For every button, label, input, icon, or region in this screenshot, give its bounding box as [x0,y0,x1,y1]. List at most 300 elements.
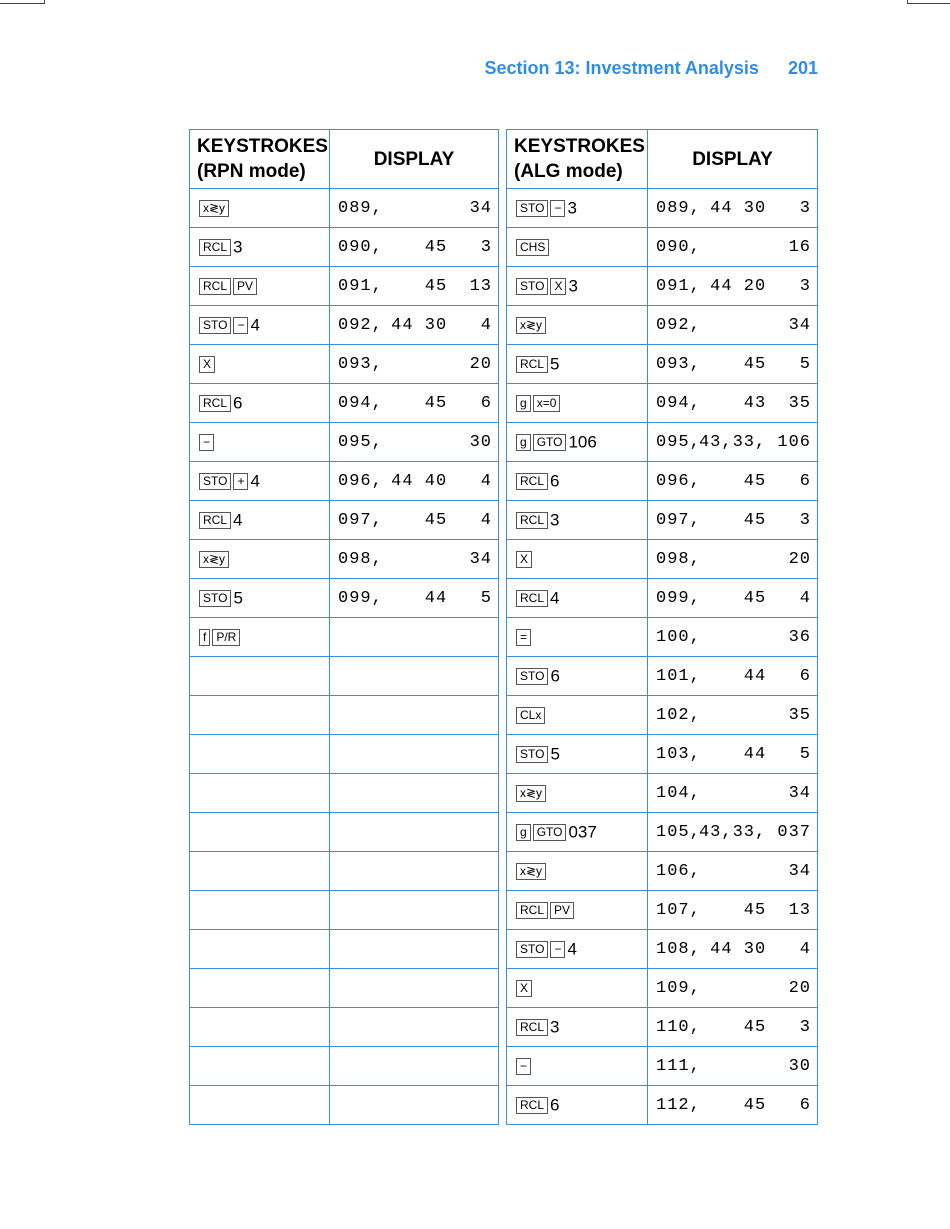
keystroke-digit: 037 [568,822,597,842]
table-row [507,852,818,891]
calculator-key: P/R [212,629,240,646]
display-value [338,199,492,217]
display-cell [648,345,818,384]
keystroke-cell [190,618,330,657]
empty-keystroke-cell [190,852,330,891]
empty-display-cell [330,969,499,1008]
display-code: 20 [788,979,811,998]
keystroke-digit: 106 [568,432,597,452]
calculator-key: RCL [516,1019,548,1036]
table-row [507,1047,818,1086]
display-cell [648,384,818,423]
empty-display-cell [330,930,499,969]
calculator-key: RCL [199,239,231,256]
display-code: 44 5 [424,589,492,608]
display-value [656,1057,811,1075]
keystroke-digit: 5 [550,744,560,764]
display-code: 34 [469,550,492,569]
keystroke-cell [507,1047,648,1086]
table-row [190,189,499,228]
empty-display-cell [330,1008,499,1047]
calculator-key: + [233,473,248,490]
keystroke-cell [507,618,648,657]
table-header-row [190,130,499,189]
display-value [338,628,492,646]
display-step: 099, [656,589,701,608]
keystrokes-header [190,130,330,189]
calculator-key: PV [233,278,257,295]
table-row [190,462,499,501]
empty-row [190,1086,499,1125]
display-value [656,199,811,217]
display-code: 45 6 [743,472,811,491]
page-header [485,58,819,79]
keystroke-cell [190,540,330,579]
display-step: 097, [656,511,701,530]
calculator-key: RCL [516,512,548,529]
display-value [338,589,492,607]
table-row [507,696,818,735]
keystroke-cell [507,969,648,1008]
keystroke-cell [190,345,330,384]
section-title: Section 13: Investment Analysis [484,58,759,78]
table-row [190,345,499,384]
display-step: 093, [338,355,383,374]
empty-display-cell [330,1086,499,1125]
table-row [507,969,818,1008]
calculator-key: X [516,980,532,997]
keystrokes-header-line1: KEYSTROKES [197,136,328,157]
calculator-key: x=0 [533,395,561,412]
display-step: 091, [656,277,701,296]
display-step: 109, [656,979,701,998]
display-cell [648,228,818,267]
keystroke-cell [507,345,648,384]
display-code: 20 [788,550,811,569]
empty-keystroke-cell [190,774,330,813]
display-code: 43 35 [743,394,811,413]
empty-keystroke-cell [190,1047,330,1086]
keystroke-cell [190,579,330,618]
display-value [656,355,811,373]
keystroke-cell [190,423,330,462]
empty-keystroke-cell [190,696,330,735]
calculator-key: STO [199,590,231,607]
table-row [190,579,499,618]
display-cell [330,618,499,657]
empty-row [190,657,499,696]
table-row [190,228,499,267]
empty-keystroke-cell [190,813,330,852]
display-step: 110, [656,1018,701,1037]
empty-keystroke-cell [190,657,330,696]
display-step: 101, [656,667,701,686]
table-row [507,774,818,813]
display-cell [648,423,818,462]
table-row [507,267,818,306]
display-code: 45 13 [424,277,492,296]
empty-row [190,813,499,852]
display-code: 34 [788,862,811,881]
calculator-key: − [199,434,214,451]
display-code: 44 30 3 [710,199,811,218]
display-code: 45 13 [743,901,811,920]
display-value [656,940,811,958]
calculator-key: CHS [516,239,549,256]
keystroke-digit: 3 [233,237,243,257]
empty-keystroke-cell [190,735,330,774]
table-row [507,501,818,540]
display-code: 34 [788,316,811,335]
table-row [507,891,818,930]
keystroke-cell [507,852,648,891]
display-value [656,745,811,763]
calculator-key: g [516,395,531,412]
keystroke-digit: 6 [550,1095,560,1115]
empty-keystroke-cell [190,891,330,930]
keystroke-cell [507,423,648,462]
display-step: 106, [656,862,701,881]
calculator-key: X [199,356,215,373]
keystrokes-header [507,130,648,189]
keystroke-cell [190,189,330,228]
keystroke-cell [507,891,648,930]
display-cell [648,462,818,501]
table-row [190,306,499,345]
display-step: 105, [656,823,701,842]
keystroke-cell [507,696,648,735]
table-row [507,579,818,618]
calculator-key: f [199,629,210,646]
display-cell [648,1047,818,1086]
keystroke-cell [507,1008,648,1047]
keystroke-cell [190,306,330,345]
calculator-key: x≷y [199,200,229,217]
table-row [507,735,818,774]
display-step: 090, [656,238,701,257]
display-value [338,355,492,373]
display-step: 090, [338,238,383,257]
display-value [656,667,811,685]
empty-display-cell [330,813,499,852]
display-cell [330,384,499,423]
display-code: 45 3 [743,1018,811,1037]
display-code: 45 3 [743,511,811,530]
table-row [190,618,499,657]
display-step: 089, [656,199,701,218]
calculator-key: − [233,317,248,334]
empty-row [190,696,499,735]
display-value [656,823,811,841]
display-cell [330,306,499,345]
keystroke-digit: 3 [568,276,578,296]
display-step: 097, [338,511,383,530]
display-value [338,433,492,451]
display-value [338,550,492,568]
display-code: 45 4 [743,589,811,608]
display-code: 44 40 4 [391,472,492,491]
display-step: 091, [338,277,383,296]
calculator-key: − [550,200,565,217]
calculator-key: − [516,1058,531,1075]
display-code: 45 6 [743,1096,811,1115]
display-cell [648,579,818,618]
calculator-key: RCL [199,278,231,295]
display-value [338,316,492,334]
display-step: 102, [656,706,701,725]
display-cell [330,540,499,579]
calculator-key: RCL [516,1097,548,1114]
calculator-key: x≷y [516,863,546,880]
calculator-key: g [516,824,531,841]
table-row [507,345,818,384]
empty-row [190,930,499,969]
table-row [507,228,818,267]
empty-row [190,735,499,774]
keystrokes-header-line1: KEYSTROKES [514,136,645,157]
display-cell [648,735,818,774]
display-step: 092, [656,316,701,335]
calculator-key: STO [516,200,548,217]
calculator-key: STO [516,941,548,958]
keystroke-digit: 3 [550,510,560,530]
keystroke-cell [507,189,648,228]
display-code: 36 [788,628,811,647]
keystroke-digit: 5 [550,354,560,374]
rpn-keystroke-table [189,129,499,1125]
empty-row [190,891,499,930]
keystroke-digit: 3 [567,198,577,218]
display-value [656,238,811,256]
keystroke-cell [507,774,648,813]
display-step: 096, [656,472,701,491]
table-row [507,1008,818,1047]
display-value [656,277,811,295]
keystroke-digit: 5 [233,588,243,608]
keystroke-cell [190,267,330,306]
calculator-key: PV [550,902,574,919]
keystroke-digit: 6 [550,666,560,686]
display-value [656,433,811,451]
display-step: 089, [338,199,383,218]
empty-row [190,774,499,813]
display-value [338,394,492,412]
table-row [507,813,818,852]
display-value [656,979,811,997]
table-row [507,462,818,501]
display-cell [648,618,818,657]
keystroke-cell [507,501,648,540]
display-value [656,784,811,802]
calculator-key: X [516,551,532,568]
display-step: 108, [656,940,701,959]
display-value [656,472,811,490]
table-row [507,618,818,657]
table-row [190,423,499,462]
calculator-key: RCL [199,512,231,529]
keystroke-cell [190,384,330,423]
display-cell [648,267,818,306]
calculator-key: STO [516,278,548,295]
display-step: 093, [656,355,701,374]
display-cell [330,345,499,384]
display-code: 45 5 [743,355,811,374]
empty-row [190,1008,499,1047]
keystroke-digit: 4 [567,939,577,959]
alg-keystroke-table [506,129,818,1125]
display-step: 092, [338,316,383,335]
empty-keystroke-cell [190,969,330,1008]
display-code: 44 20 3 [710,277,811,296]
keystroke-digit: 4 [250,315,260,335]
display-header: DISPLAY [330,130,499,189]
display-value [656,550,811,568]
display-step: 098, [338,550,383,569]
keystroke-cell [507,462,648,501]
display-cell [648,1086,818,1125]
display-cell [330,267,499,306]
empty-display-cell [330,735,499,774]
display-step: 103, [656,745,701,764]
display-cell [330,501,499,540]
calculator-key: g [516,434,531,451]
display-code: 30 [469,433,492,452]
calculator-key: RCL [516,590,548,607]
display-cell [648,852,818,891]
keystroke-cell [190,462,330,501]
table-row [507,657,818,696]
keystroke-cell [507,813,648,852]
crop-mark-left [0,0,45,4]
display-cell [648,930,818,969]
keystroke-cell [507,228,648,267]
empty-display-cell [330,657,499,696]
display-header: DISPLAY [648,130,818,189]
display-code: 20 [469,355,492,374]
display-step: 096, [338,472,383,491]
keystrokes-header-line2: (RPN mode) [197,161,306,182]
empty-row [190,852,499,891]
display-cell [648,774,818,813]
display-code: 35 [788,706,811,725]
display-value [656,589,811,607]
empty-keystroke-cell [190,1008,330,1047]
display-value [338,472,492,490]
display-code: 43,33, 037 [698,823,811,842]
table-row [507,1086,818,1125]
display-value [656,511,811,529]
keystroke-digit: 6 [550,471,560,491]
display-cell [330,189,499,228]
display-cell [648,189,818,228]
crop-mark-right [907,0,950,4]
display-cell [648,696,818,735]
table-row [190,384,499,423]
display-value [656,901,811,919]
keystroke-digit: 4 [250,471,260,491]
table-row [190,540,499,579]
display-cell [330,228,499,267]
display-value [338,511,492,529]
calculator-key: X [550,278,566,295]
keystroke-cell [507,1086,648,1125]
display-code: 34 [788,784,811,803]
display-cell [648,306,818,345]
display-value [656,1096,811,1114]
display-cell [330,423,499,462]
calculator-key: RCL [516,473,548,490]
table-row [507,930,818,969]
keystroke-cell [507,306,648,345]
display-step: 095, [338,433,383,452]
display-cell [648,891,818,930]
display-code: 45 3 [424,238,492,257]
display-step: 107, [656,901,701,920]
display-step: 098, [656,550,701,569]
calculator-key: GTO [533,434,567,451]
display-value [656,706,811,724]
keystrokes-header-line2: (ALG mode) [514,161,623,182]
keystroke-digit: 4 [233,510,243,530]
display-step: 111, [656,1057,701,1076]
keystroke-digit: 4 [550,588,560,608]
display-cell [648,540,818,579]
keystroke-cell [190,501,330,540]
empty-display-cell [330,1047,499,1086]
keystroke-digit: 3 [550,1017,560,1037]
table-row [507,540,818,579]
display-code: 34 [469,199,492,218]
calculator-key: STO [516,668,548,685]
display-code: 44 30 4 [710,940,811,959]
calculator-key: = [516,629,531,646]
page-number: 201 [787,58,818,78]
keystroke-cell [507,579,648,618]
keystroke-cell [507,735,648,774]
display-cell [648,657,818,696]
table-row [507,189,818,228]
calculator-key: x≷y [516,785,546,802]
keystroke-cell [507,930,648,969]
display-value [656,628,811,646]
empty-display-cell [330,774,499,813]
display-code: 16 [788,238,811,257]
display-code: 44 5 [743,745,811,764]
calculator-key: STO [199,317,231,334]
calculator-key: RCL [516,356,548,373]
display-value [656,1018,811,1036]
display-code: 45 4 [424,511,492,530]
display-value [338,238,492,256]
display-step: 112, [656,1096,701,1115]
keystroke-digit: 6 [233,393,243,413]
display-step: 104, [656,784,701,803]
calculator-key: STO [199,473,231,490]
calculator-key: RCL [199,395,231,412]
table-row [507,423,818,462]
display-cell [330,579,499,618]
display-cell [648,969,818,1008]
table-row [190,501,499,540]
display-value [338,277,492,295]
display-step: 094, [338,394,383,413]
calculator-key: x≷y [516,317,546,334]
calculator-key: x≷y [199,551,229,568]
calculator-key: RCL [516,902,548,919]
keystroke-cell [507,540,648,579]
display-cell [330,462,499,501]
display-code: 43,33, 106 [698,433,811,452]
